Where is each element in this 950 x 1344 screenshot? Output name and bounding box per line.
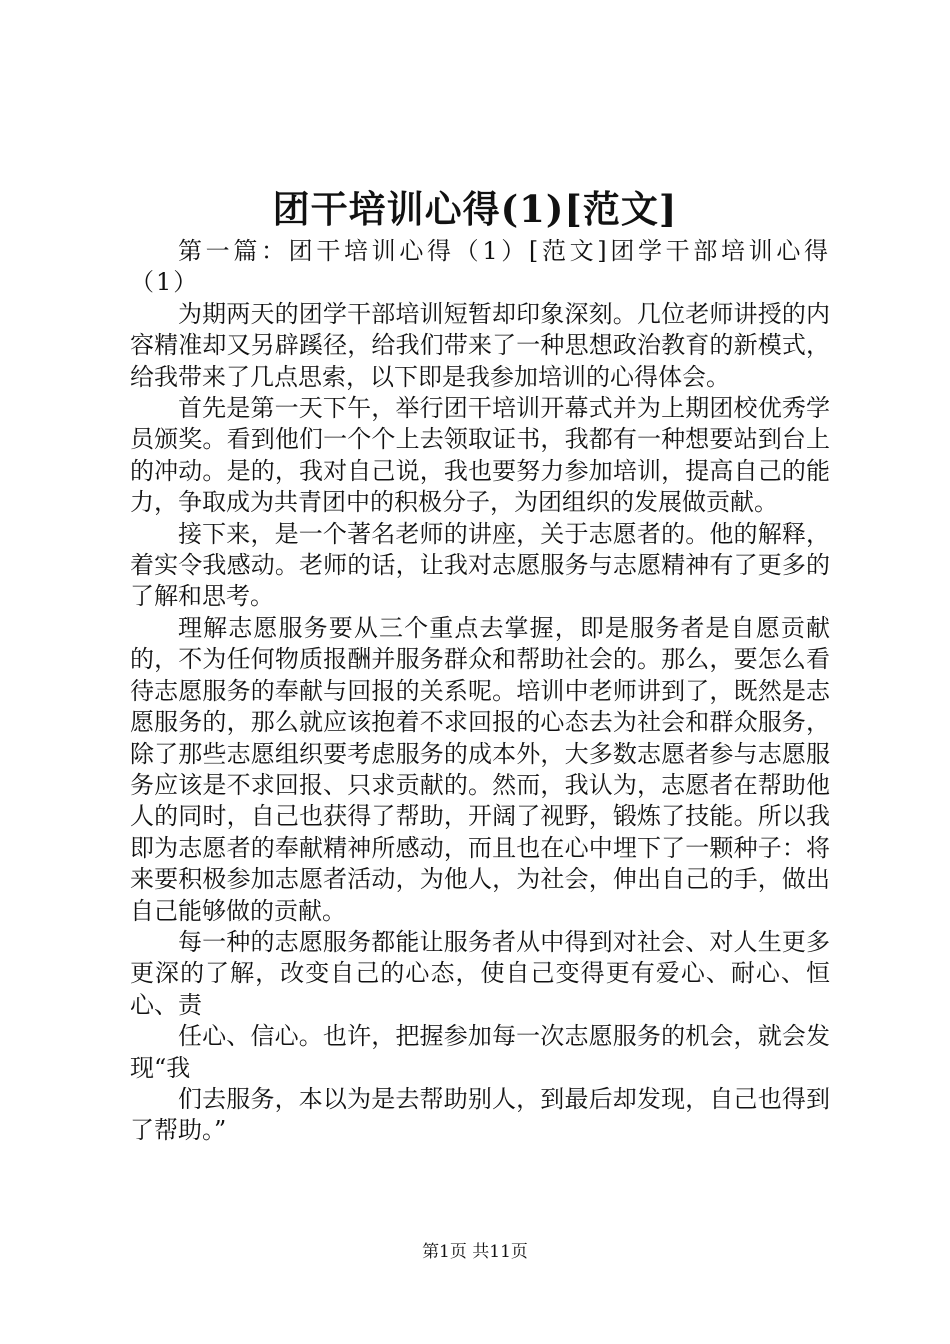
paragraph-3: 首先是第一天下午，举行团干培训开幕式并为上期团校优秀学员颁奖。看到他们一个个上去领取证书，我都有一种想要站到台上的冲动。是的，我对自己说，我也要努力参加培训，提高自己的能力，争取成为共青团中的积极分子，为团组织的发展做贡献。: [130, 394, 830, 517]
paragraph-7: 任心、信心。也许，把握参加每一次志愿服务的机会，就会发现“我: [130, 1022, 830, 1082]
page-footer: 第1页 共11页: [422, 1242, 528, 1262]
paragraph-2: 为期两天的团学干部培训短暂却印象深刻。几位老师讲授的内容精准却又另辟蹊径，给我们带来了一种思想政治教育的新模式，给我带来了几点思索，以下即是我参加培训的心得体会。: [130, 299, 830, 391]
paragraph-4: 接下来，是一个著名老师的讲座，关于志愿者的。他的解释，着实令我感动。老师的话，让我对志愿服务与志愿精神有了更多的了解和思考。: [130, 519, 830, 611]
paragraph-6: 每一种的志愿服务都能让服务者从中得到对社会、对人生更多更深的了解，改变自己的心态，使自己变得更有爱心、耐心、恒心、责: [130, 927, 830, 1019]
paragraph-8: 们去服务，本以为是去帮助别人，到最后却发现，自己也得到了帮助。”: [130, 1084, 830, 1145]
document-body: [130, 236, 830, 1147]
document-title: 团干培训心得(1)[范文]: [272, 187, 678, 231]
paragraph-5: 理解志愿服务要从三个重点去掌握，即是服务者是自愿贡献的，不为任何物质报酬并服务群众和帮助社会的。那么，要怎么看待志愿服务的奉献与回报的关系呢。培训中老师讲到了，既然是志愿服务的，那么就应该抱着不求回报的心态去为社会和群众服务，除了那些志愿组织要考虑服务的成本外，大多数志愿者参与志愿服务应该是不求回报、只求贡献的。然而，我认为，志愿者在帮助他人的同时，自己也获得了帮助，开阔了视野，锻炼了技能。所以我即为志愿者的奉献精神所感动，而且也在心中埋下了一颗种子：将来要积极参加志愿者活动，为他人，为社会，伸出自己的手，做出自己能够做的贡献。: [130, 613, 830, 925]
paragraph-1: 第一篇：团干培训心得（1）[范文]团学干部培训心得（1）: [130, 237, 830, 297]
